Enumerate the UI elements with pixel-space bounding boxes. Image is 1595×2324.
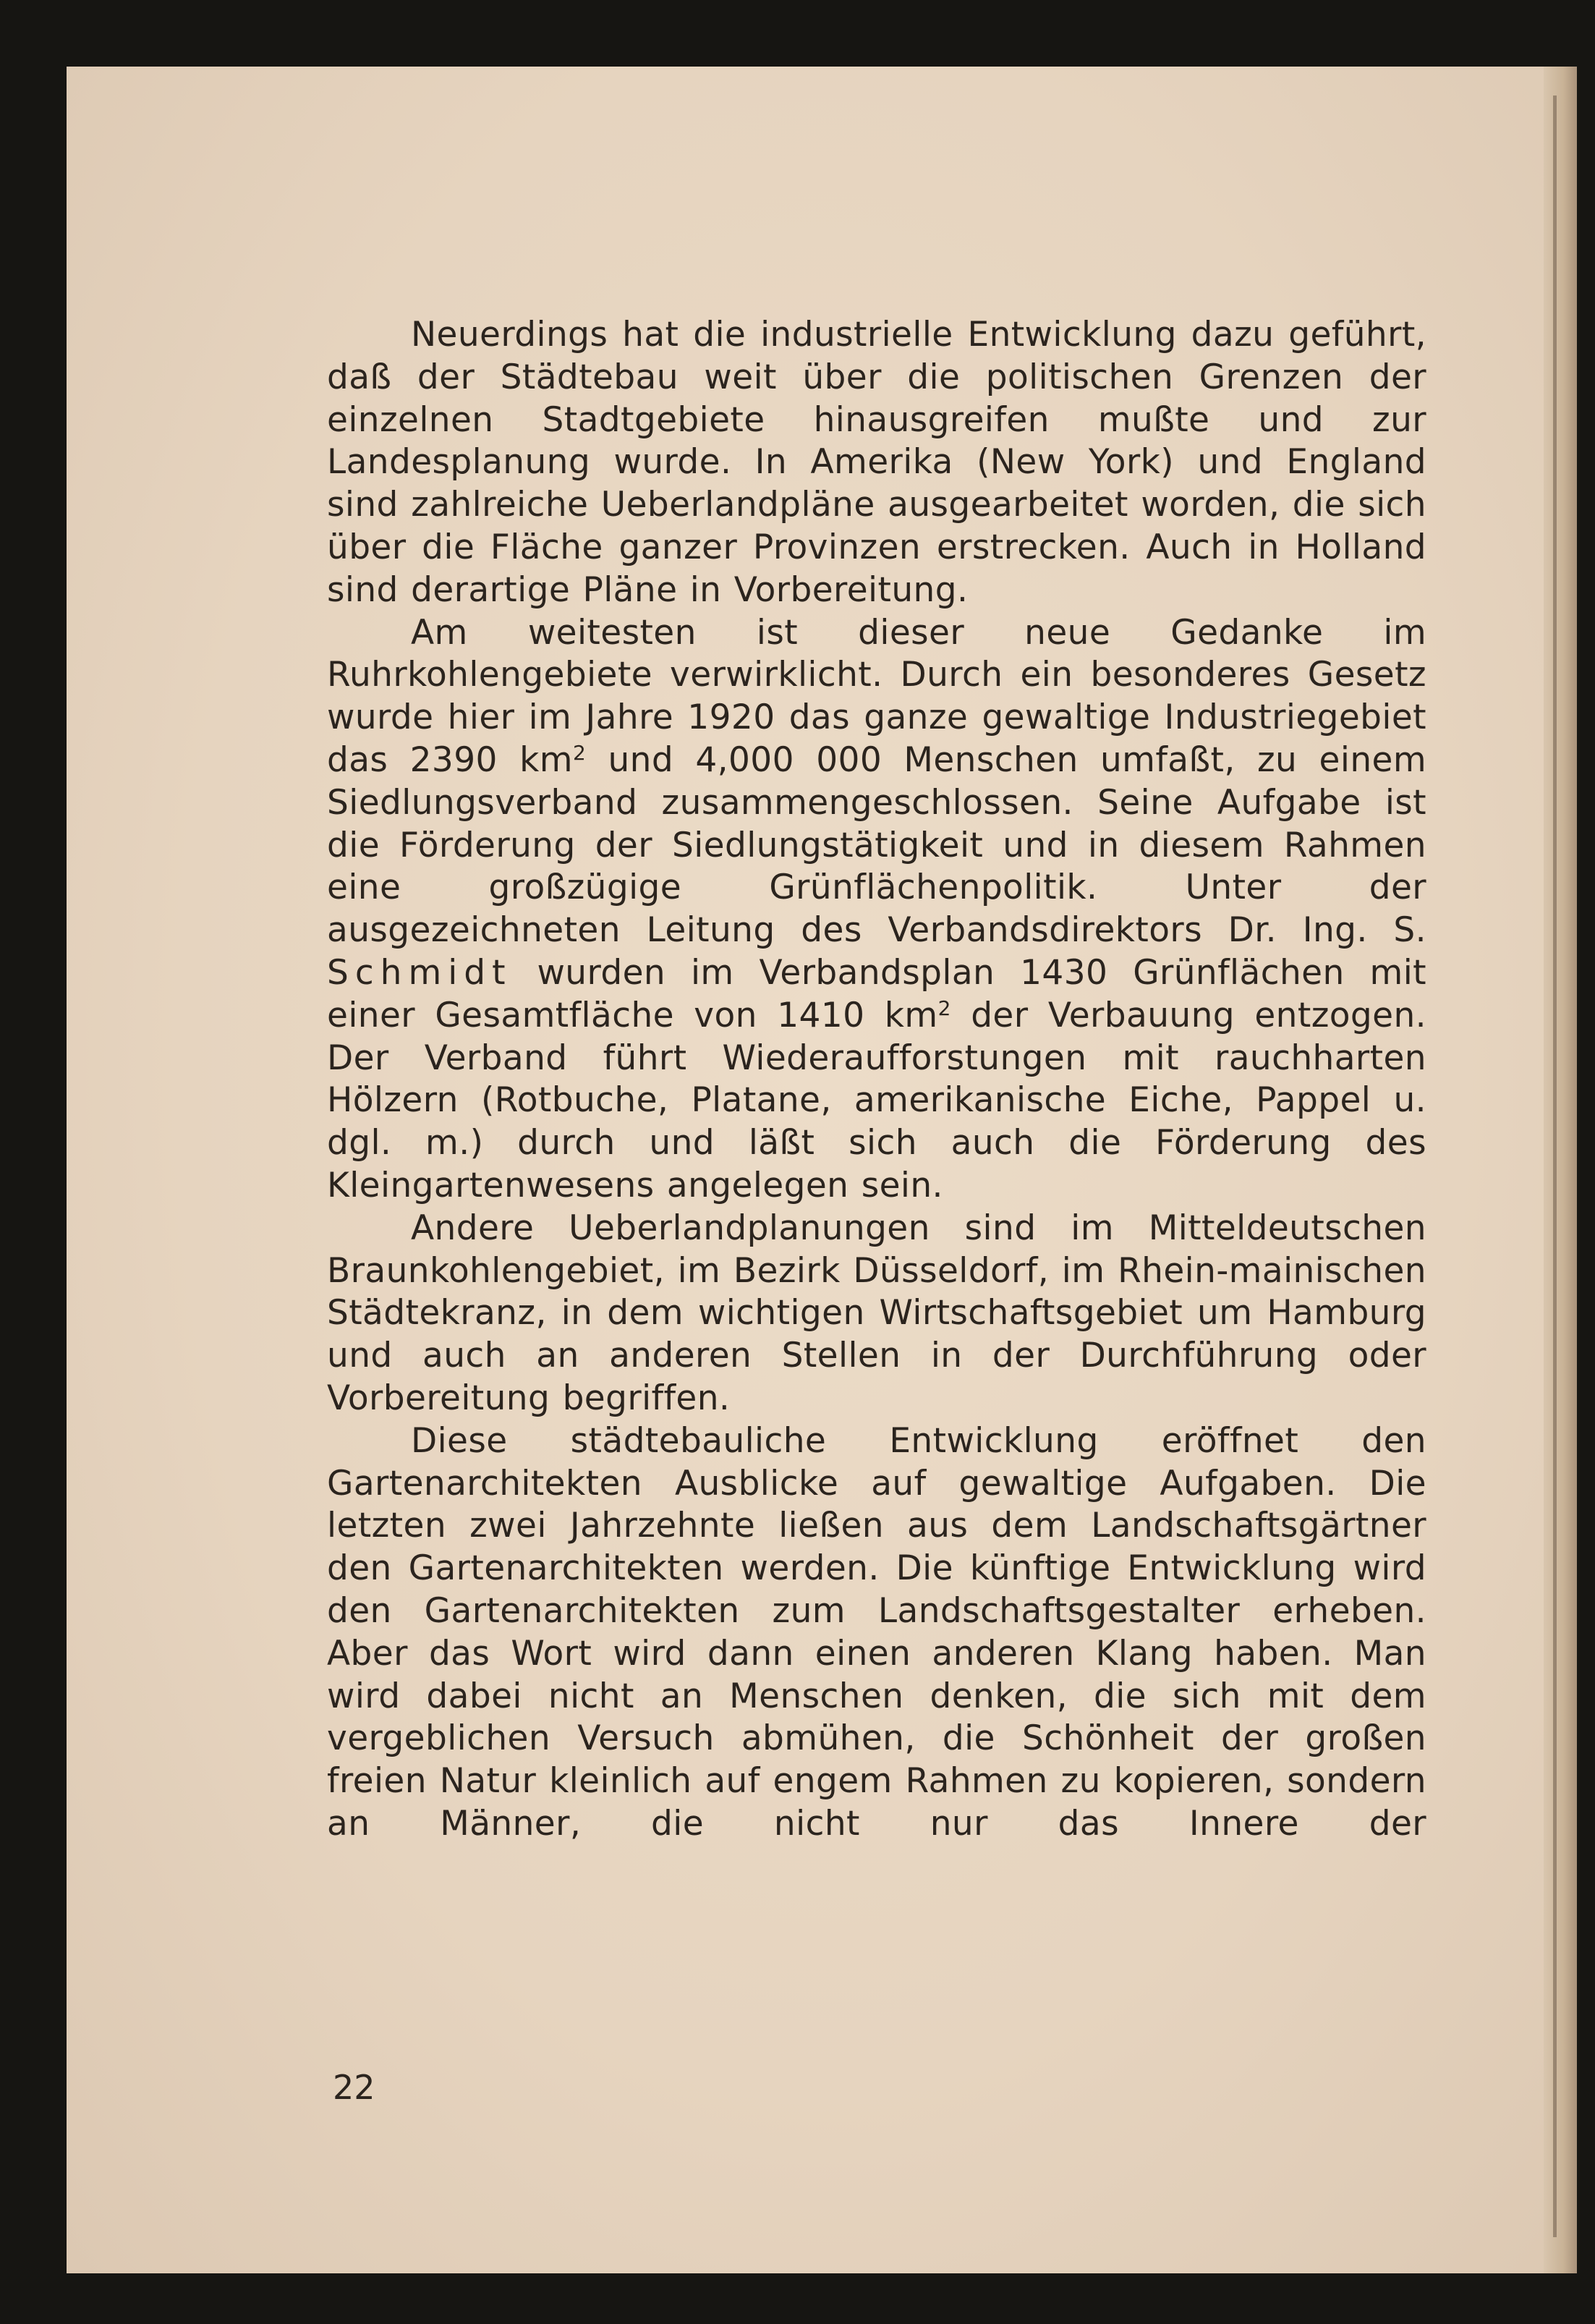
superscript-2b: 2 [937,996,951,1020]
paragraph-3: Andere Ueberlandplanungen sind im Mitteldeutschen Braunkohlengebiet, im Bezirk Düsseldorf, im Rhein-mainischen Städtekranz, in dem wichtigen Wirtschaftsgebiet um Hamburg und auch an anderen Stellen in der Durchführung oder Vorbereitung begriffen. [327,1208,1426,1418]
book-page [67,67,1577,2273]
paragraph-2 [327,612,1426,1208]
superscript-2: 2 [572,740,587,765]
paragraph-2-part-a: Am weitesten ist dieser neue Gedanke im Ruhrkohlengebiete verwirklicht. Durch ein besonderes Gesetz wurde hier im Jahre 1920 das ganze gewaltige Industriegebiet das 2390 km [327,612,1426,780]
paragraph-4: Diese städtebauliche Entwicklung eröffnet den Gartenarchitekten Ausblicke auf gewaltige Aufgaben. Die letzten zwei Jahrzehnte ließen aus dem Landschaftsgärtner den Gartenarchitekten werden. Die künftige Entwicklung wird den Gartenarchitekten zum Landschaftsgestalter erheben. Aber das Wort wird dann einen anderen Klang haben. Man wird dabei nicht an Menschen denken, die sich mit dem vergeblichen Versuch abmühen, die Schönheit der großen freien Natur kleinlich auf engem Rahmen zu kopieren, sondern an Männer, die nicht nur das Innere der [327,1420,1426,1844]
name-schmidt: Schmidt [327,952,512,993]
paragraph-2-part-c: wurden im Verbandsplan 1430 Grünflächen mit einer Gesamtfläche von 1410 km [327,952,1426,1035]
paragraph-1: Neuerdings hat die industrielle Entwicklung dazu geführt, daß der Städtebau weit über die politischen Grenzen der einzelnen Stadtgebiete hinausgreifen mußte und zur Landesplanung wurde. In Amerika (New York) und England sind zahlreiche Ueberlandpläne ausgearbeitet worden, die sich über die Fläche ganzer Provinzen erstrecken. Auch in Holland sind derartige Pläne in Vorbereitung. [327,315,1426,610]
body-text [327,314,1426,1846]
spine-edge [1553,96,1557,2237]
paragraph-2-part-d: der Verbauung entzogen. Der Verband führt Wiederaufforstungen mit rauchharten Hölzern (Rotbuche, Platane, amerikanische Eiche, Pappel u. dgl. m.) durch und läßt sich auch die Förderung des Kleingartenwesens angelegen sein. [327,995,1426,1205]
paragraph-2-part-b: und 4,000 000 Menschen umfaßt, zu einem Siedlungsverband zusammengeschlossen. Seine Aufgabe ist die Förderung der Siedlungstätigkeit und in diesem Rahmen eine großzügige Grünflächenpolitik. Unter der ausgezeichneten Leitung des Verbandsdirektors Dr. Ing. S. [327,739,1427,951]
book-spine [1544,67,1577,2273]
page-number: 22 [333,2068,375,2107]
